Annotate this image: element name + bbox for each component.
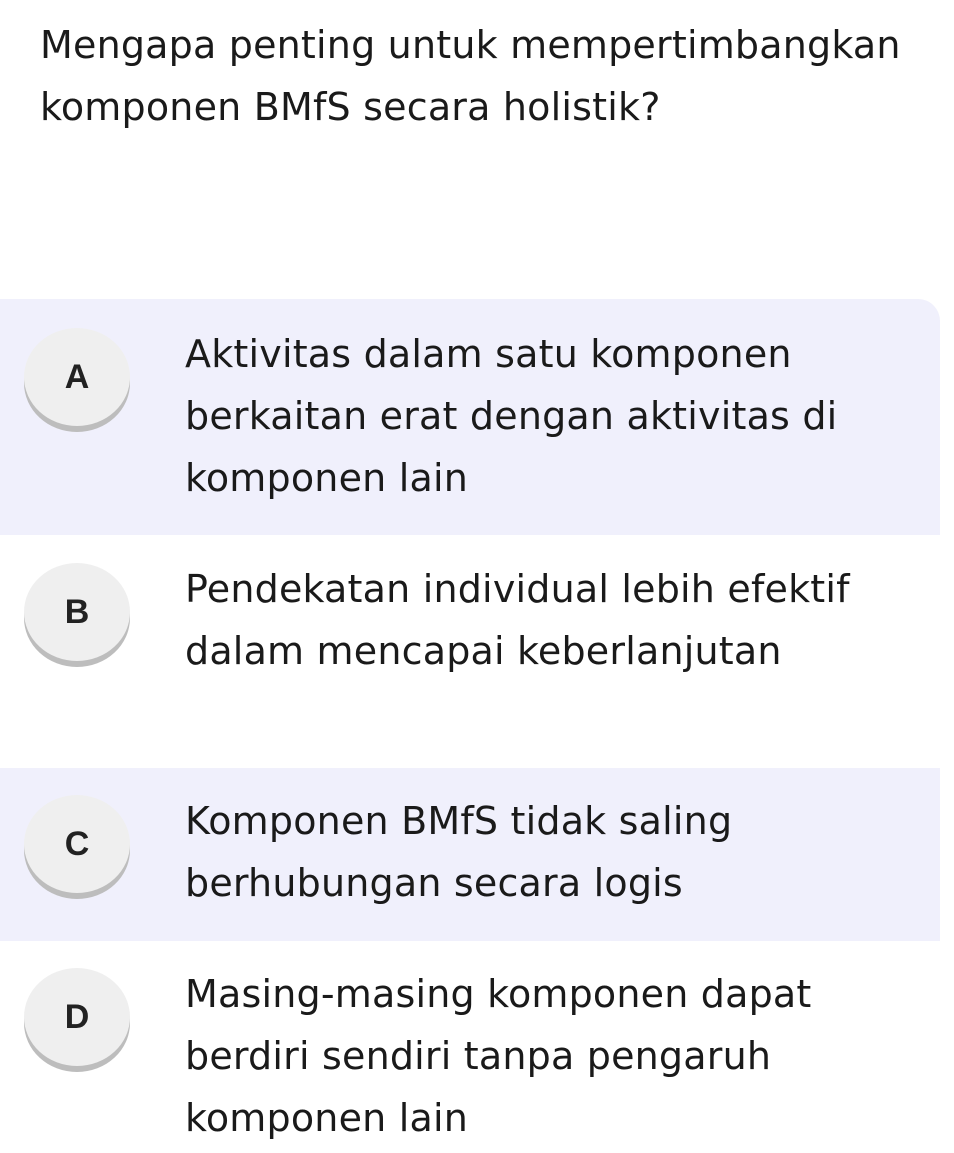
option-c-text: Komponen BMfS tidak saling berhubungan secara logis (185, 799, 733, 905)
option-a[interactable] (0, 299, 940, 535)
option-c[interactable] (0, 768, 940, 941)
option-a-letter-badge[interactable]: A (24, 328, 130, 426)
question-text: Mengapa penting untuk mempertimbangkan komponen BMfS secara holistik? (40, 23, 901, 129)
option-b-text: Pendekatan individual lebih efektif dalam mencapai keberlanjutan (185, 567, 850, 673)
option-b-letter-badge[interactable]: B (24, 563, 130, 661)
answer-options (0, 299, 940, 1153)
option-a-text: Aktivitas dalam satu komponen berkaitan erat dengan aktivitas di komponen lain (185, 332, 838, 500)
option-d-text: Masing-masing komponen dapat berdiri sendiri tanpa pengaruh komponen lain (185, 972, 812, 1140)
option-d[interactable] (0, 941, 940, 1153)
option-c-letter-badge[interactable]: C (24, 795, 130, 893)
option-d-letter-badge[interactable]: D (24, 968, 130, 1066)
option-b[interactable] (0, 535, 940, 768)
